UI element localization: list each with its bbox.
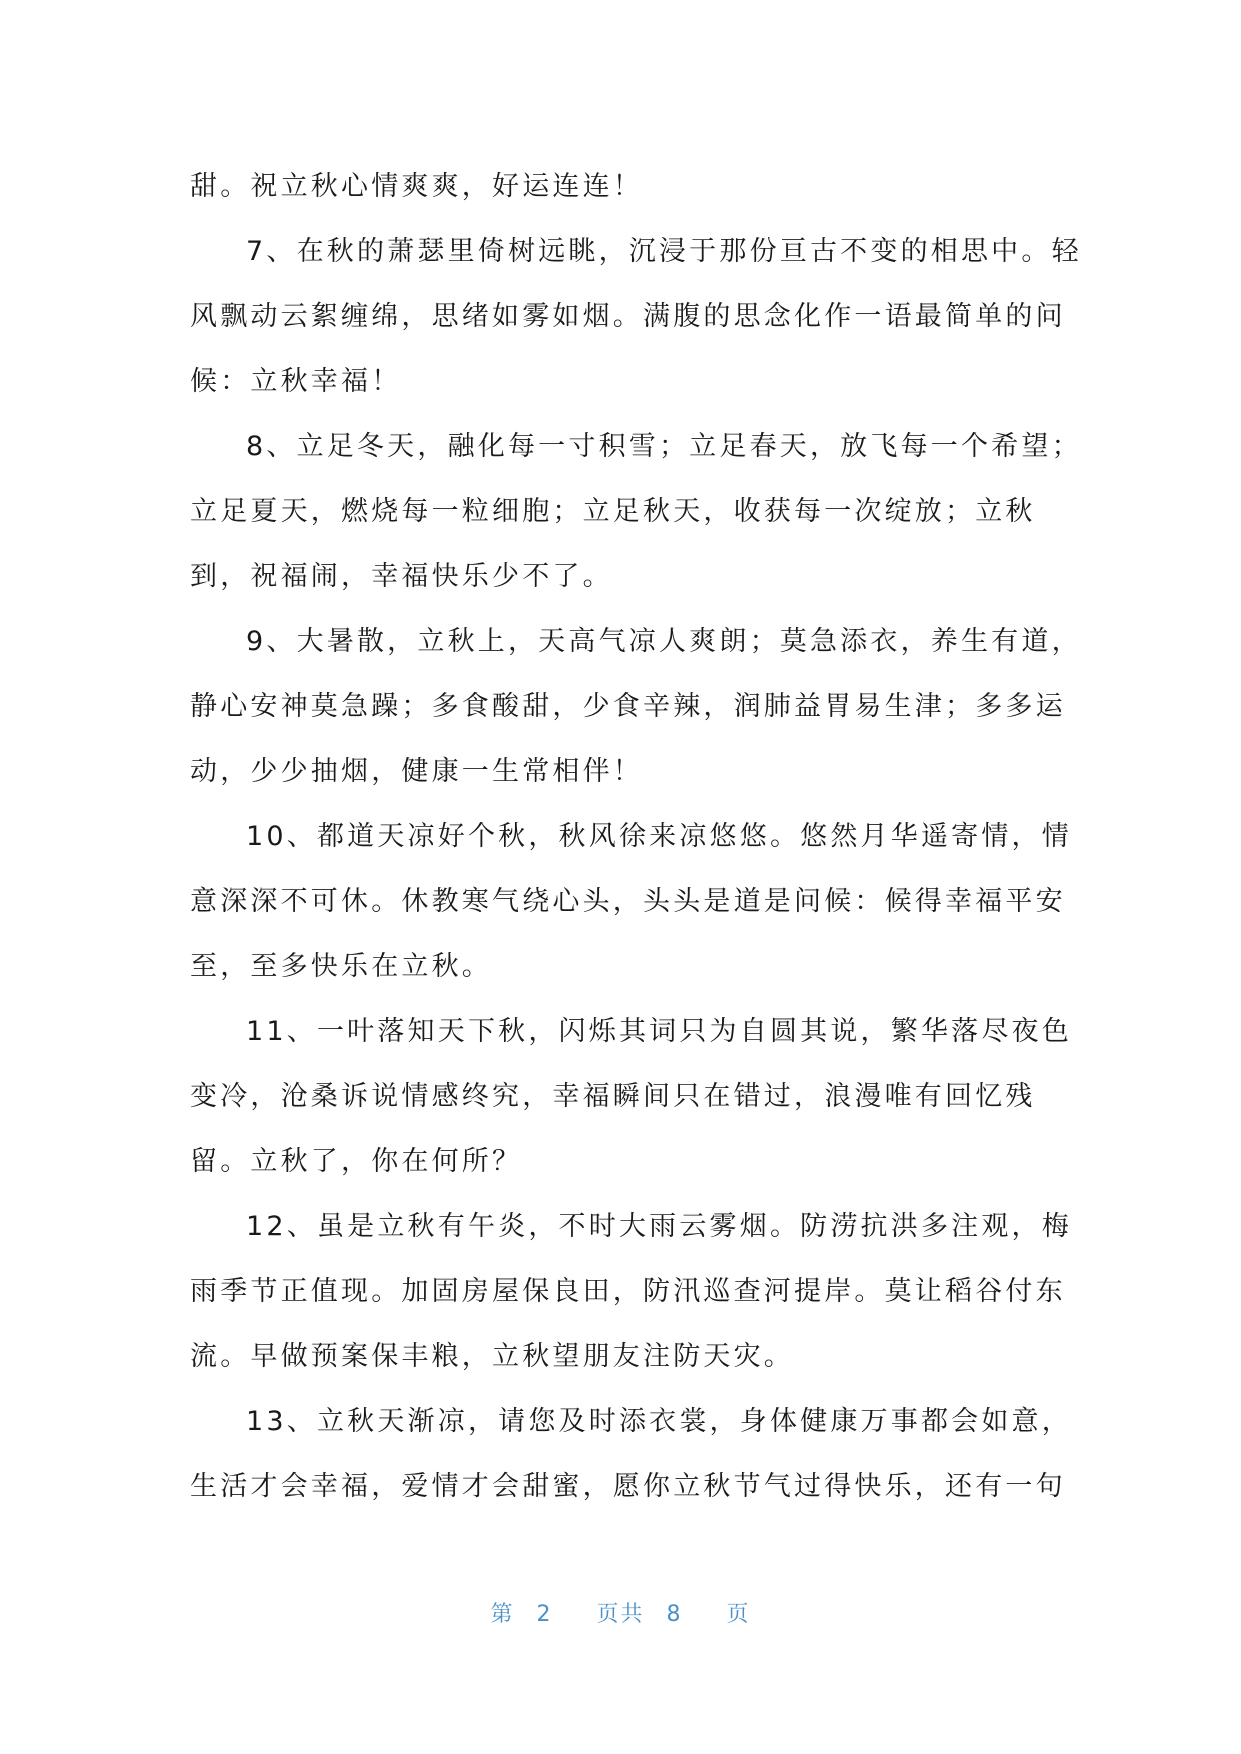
text-line: 到，祝福闹，幸福快乐少不了。 (190, 561, 613, 592)
footer-prefix: 第 (490, 1602, 515, 1627)
text-line: 变冷，沧桑诉说情感终究，幸福瞬间只在错过，浪漫唯有回忆残 (190, 1081, 1036, 1112)
text-line: 动，少少抽烟，健康一生常相伴！ (190, 756, 643, 787)
text-line: 7、在秋的萧瑟里倚树远眺，沉浸于那份亘古不变的相思中。轻 (246, 236, 1082, 267)
text-line: 至，至多快乐在立秋。 (190, 951, 492, 982)
text-line: 11、一叶落知天下秋，闪烁其词只为自圆其说，繁华落尽夜色 (246, 1016, 1072, 1047)
text-line: 甜。祝立秋心情爽爽，好运连连！ (190, 171, 643, 202)
text-line: 意深深不可休。休教寒气绕心头，头头是道是问候：候得幸福平安 (190, 886, 1066, 917)
text-line: 雨季节正值现。加固房屋保良田，防汛巡查河提岸。莫让稻谷付东 (190, 1276, 1066, 1307)
current-page-number: 2 (536, 1602, 553, 1627)
text-line: 8、立足冬天，融化每一寸积雪；立足春天，放飞每一个希望； (246, 431, 1082, 462)
page-footer (0, 1597, 1241, 1628)
text-line: 候：立秋幸福！ (190, 366, 402, 397)
footer-middle: 页共 (596, 1602, 645, 1627)
text-line: 留。立秋了，你在何所？ (190, 1146, 523, 1177)
footer-suffix: 页 (726, 1602, 751, 1627)
total-pages-number: 8 (666, 1602, 683, 1627)
text-line: 流。早做预案保丰粮，立秋望朋友注防天灾。 (190, 1341, 794, 1372)
text-line: 12、虽是立秋有午炎，不时大雨云雾烟。防涝抗洪多注观，梅 (246, 1211, 1072, 1242)
document-body (190, 154, 1082, 1519)
text-line: 9、大暑散，立秋上，天高气凉人爽朗；莫急添衣，养生有道， (246, 626, 1082, 657)
text-line: 立足夏天，燃烧每一粒细胞；立足秋天，收获每一次绽放；立秋 (190, 496, 1036, 527)
text-block (190, 154, 1082, 1519)
text-line: 静心安神莫急躁；多食酸甜，少食辛辣，润肺益胃易生津；多多运 (190, 691, 1066, 722)
text-line: 10、都道天凉好个秋，秋风徐来凉悠悠。悠然月华遥寄情，情 (246, 821, 1072, 852)
text-line: 生活才会幸福，爱情才会甜蜜，愿你立秋节气过得快乐，还有一句 (190, 1471, 1066, 1502)
text-line: 风飘动云絮缠绵，思绪如雾如烟。满腹的思念化作一语最简单的问 (190, 301, 1066, 332)
text-line: 13、立秋天渐凉，请您及时添衣裳，身体健康万事都会如意， (246, 1406, 1072, 1437)
